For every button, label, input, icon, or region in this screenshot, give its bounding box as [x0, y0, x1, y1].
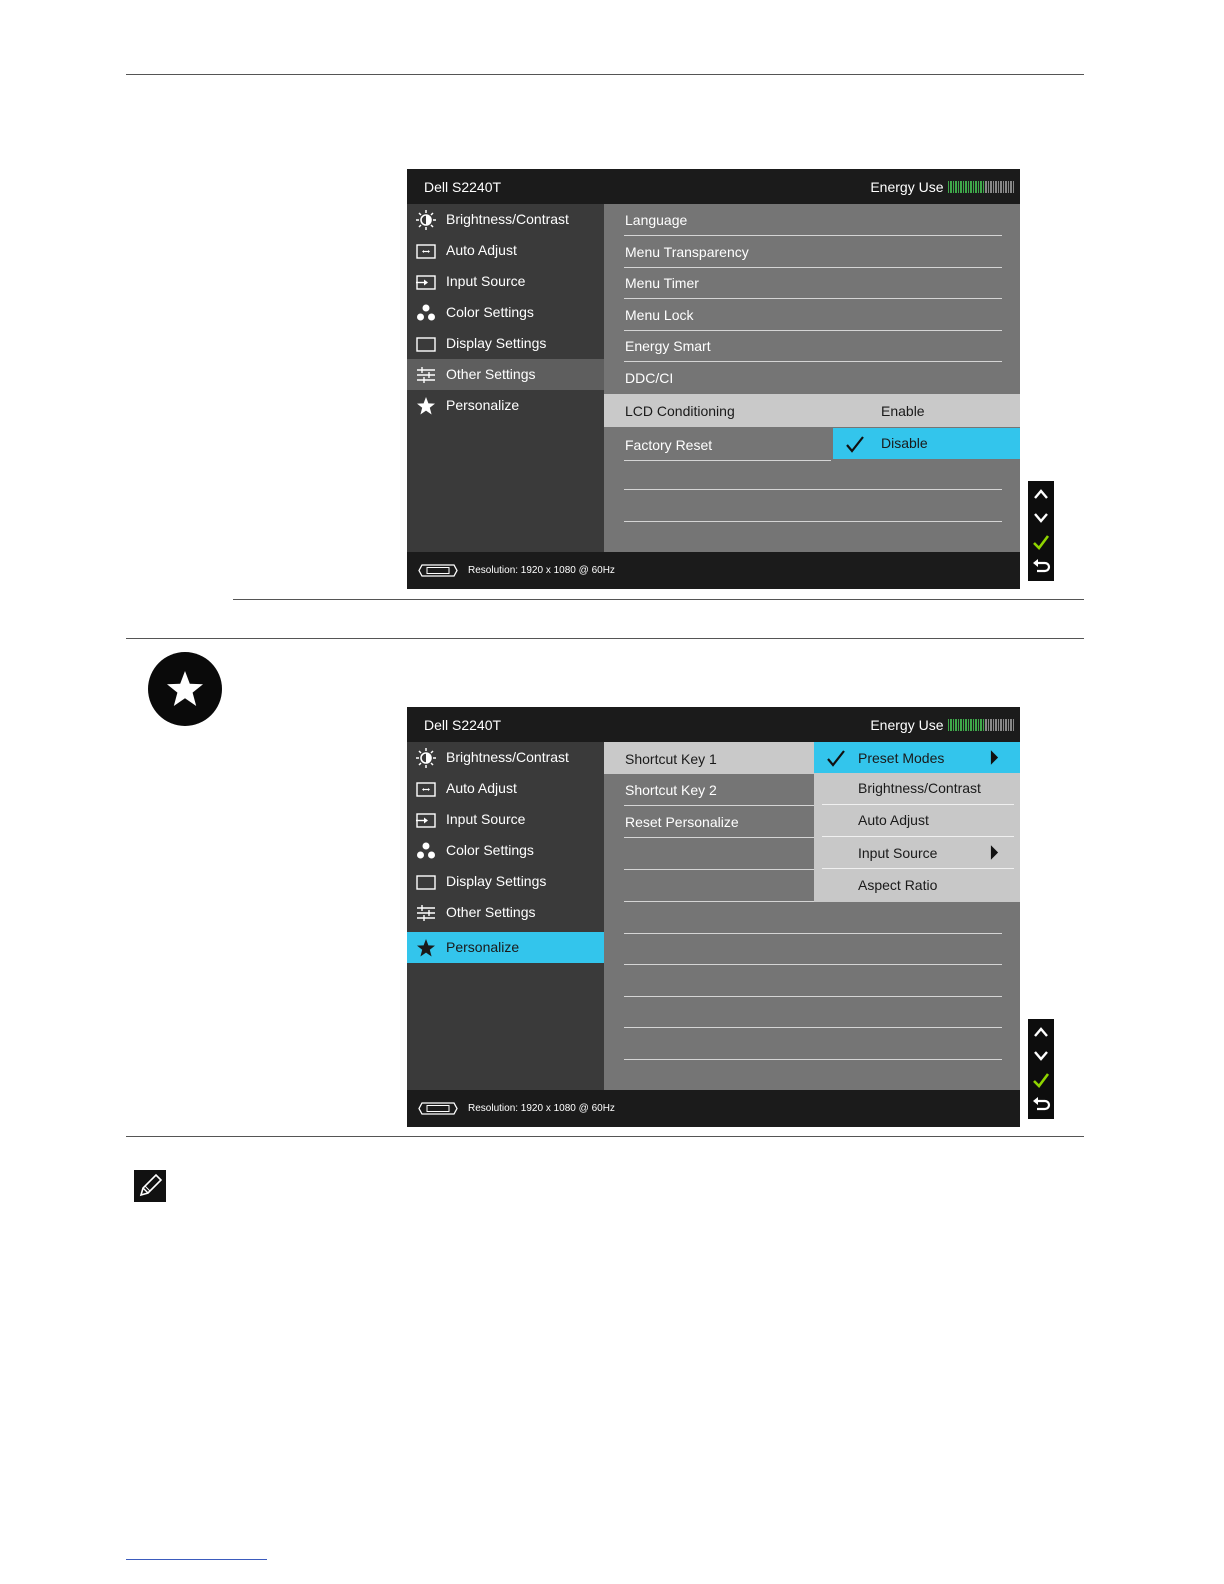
menu-item-display-settings[interactable] — [407, 328, 604, 359]
input-source-icon — [416, 810, 436, 830]
menu-item-display-settings[interactable] — [407, 866, 604, 897]
option-label: Aspect Ratio — [858, 877, 938, 893]
footer-link-rule — [126, 1559, 267, 1560]
energy-bars-icon — [948, 719, 1015, 731]
submenu-empty-row — [624, 933, 1002, 965]
option-label: Input Source — [858, 845, 938, 861]
submenu-label: DDC/CI — [625, 370, 674, 386]
submenu-arrow-icon — [990, 845, 999, 860]
submenu-label: Reset Personalize — [625, 814, 739, 830]
menu-item-label: Personalize — [446, 939, 520, 955]
submenu-label: Factory Reset — [625, 437, 713, 453]
top-rule — [126, 74, 1084, 75]
auto-adjust-icon — [416, 779, 436, 799]
submenu-label: Shortcut Key 2 — [625, 782, 717, 798]
energy-use-label: Energy Use — [870, 717, 944, 733]
submenu-label: Shortcut Key 1 — [625, 751, 717, 767]
other-settings-icon — [416, 903, 436, 923]
menu-item-label: Other Settings — [446, 904, 536, 920]
submenu-label: Menu Timer — [625, 275, 699, 291]
option-brightness-contrast[interactable] — [822, 773, 1014, 805]
menu-item-label: Display Settings — [446, 335, 547, 351]
menu-item-personalize[interactable] — [407, 932, 604, 963]
down-arrow-icon[interactable] — [1031, 508, 1051, 528]
resolution-text: Resolution: 1920 x 1080 @ 60Hz — [468, 1103, 615, 1114]
vga-connector-icon — [417, 563, 459, 578]
color-settings-icon — [416, 841, 436, 861]
vga-connector-icon — [417, 1101, 459, 1116]
submenu-item-shortcut-key-2[interactable] — [624, 774, 814, 806]
option-input-source[interactable] — [822, 837, 1014, 869]
osd-title-bar — [407, 707, 1020, 742]
menu-item-personalize[interactable] — [407, 390, 604, 421]
menu-item-label: Auto Adjust — [446, 242, 517, 258]
option-auto-adjust[interactable] — [822, 805, 1014, 837]
energy-use-label: Energy Use — [870, 179, 944, 195]
option-label: Brightness/Contrast — [858, 780, 981, 796]
submenu-panel — [604, 204, 1020, 552]
submenu-item-factory-reset[interactable] — [624, 429, 831, 461]
color-settings-icon — [416, 303, 436, 323]
star-icon — [416, 938, 436, 958]
section-rule — [126, 638, 1084, 639]
model-name: Dell S2240T — [424, 717, 502, 733]
submenu-item-language[interactable] — [624, 204, 1002, 236]
brightness-icon — [416, 210, 436, 230]
osd-footer — [407, 552, 1020, 589]
submenu-label: LCD Conditioning — [625, 403, 735, 419]
submenu-empty-row — [624, 491, 1002, 522]
menu-item-label: Personalize — [446, 397, 520, 413]
menu-item-other-settings[interactable] — [407, 897, 604, 928]
note-pencil-icon — [134, 1170, 166, 1202]
menu-item-other-settings[interactable] — [407, 359, 604, 390]
submenu-item-reset-personalize[interactable] — [624, 806, 814, 838]
personalize-badge — [148, 652, 222, 726]
option-label: Preset Modes — [858, 750, 945, 766]
option-label: Disable — [881, 435, 928, 451]
display-settings-icon — [416, 334, 436, 354]
energy-bars-icon — [948, 181, 1015, 193]
brightness-icon — [416, 748, 436, 768]
menu-item-label: Input Source — [446, 811, 526, 827]
osd-footer — [407, 1090, 1020, 1127]
menu-item-brightness-contrast[interactable] — [407, 742, 604, 773]
confirm-check-icon[interactable] — [1031, 1070, 1051, 1090]
submenu-panel — [604, 742, 1020, 1090]
back-arrow-icon[interactable] — [1031, 556, 1051, 576]
submenu-label: Energy Smart — [625, 338, 711, 354]
model-name: Dell S2240T — [424, 179, 502, 195]
submenu-empty-row — [624, 870, 814, 902]
checkmark-icon — [826, 748, 846, 768]
option-aspect-ratio[interactable] — [822, 869, 1014, 900]
menu-item-label: Input Source — [446, 273, 526, 289]
option-preset-modes-selected[interactable] — [814, 742, 1020, 773]
submenu-item-menu-lock[interactable] — [624, 299, 1002, 331]
submenu-item-ddc-ci[interactable] — [624, 362, 1002, 393]
menu-item-label: Color Settings — [446, 842, 534, 858]
osd-nav-buttons — [1028, 1019, 1054, 1119]
section-rule — [233, 599, 1084, 600]
section-rule — [126, 1136, 1084, 1137]
menu-item-brightness-contrast[interactable] — [407, 204, 604, 235]
submenu-empty-row — [624, 965, 1002, 997]
option-enable[interactable]: Enable — [881, 403, 925, 419]
submenu-label: Menu Transparency — [625, 244, 749, 260]
submenu-label: Language — [625, 212, 688, 228]
option-label: Auto Adjust — [858, 812, 929, 828]
menu-item-label: Brightness/Contrast — [446, 749, 569, 765]
osd-menu-other-settings — [407, 169, 1020, 589]
menu-item-label: Display Settings — [446, 873, 547, 889]
star-icon — [416, 396, 436, 416]
osd-menu-personalize — [407, 707, 1020, 1127]
submenu-item-lcd-conditioning[interactable] — [604, 394, 1020, 427]
osd-nav-buttons — [1028, 481, 1054, 581]
input-source-icon — [416, 272, 436, 292]
submenu-item-menu-timer[interactable] — [624, 267, 1002, 299]
submenu-item-menu-transparency[interactable] — [624, 236, 1002, 268]
auto-adjust-icon — [416, 241, 436, 261]
shortcut-options-list — [814, 742, 1020, 902]
menu-item-input-source[interactable] — [407, 266, 604, 297]
confirm-check-icon[interactable] — [1031, 532, 1051, 552]
main-menu — [407, 742, 604, 1090]
menu-item-label: Brightness/Contrast — [446, 211, 569, 227]
submenu-empty-row — [624, 996, 1002, 1028]
submenu-empty-row — [624, 460, 1002, 490]
up-arrow-icon[interactable] — [1031, 484, 1051, 504]
menu-item-color-settings[interactable] — [407, 835, 604, 866]
submenu-item-energy-smart[interactable] — [624, 330, 1002, 362]
osd-title-bar — [407, 169, 1020, 204]
menu-item-input-source[interactable] — [407, 804, 604, 835]
up-arrow-icon[interactable] — [1031, 1022, 1051, 1042]
menu-item-label: Color Settings — [446, 304, 534, 320]
submenu-empty-row — [624, 1028, 1002, 1060]
menu-item-auto-adjust[interactable] — [407, 773, 604, 804]
resolution-text: Resolution: 1920 x 1080 @ 60Hz — [468, 565, 615, 576]
submenu-item-shortcut-key-1[interactable] — [604, 742, 814, 774]
menu-item-auto-adjust[interactable] — [407, 235, 604, 266]
display-settings-icon — [416, 872, 436, 892]
checkmark-icon — [845, 434, 865, 454]
submenu-empty-row — [624, 838, 814, 870]
down-arrow-icon[interactable] — [1031, 1046, 1051, 1066]
menu-item-color-settings[interactable] — [407, 297, 604, 328]
main-menu — [407, 204, 604, 552]
other-settings-icon — [416, 365, 436, 385]
menu-item-label: Other Settings — [446, 366, 536, 382]
energy-use-indicator — [870, 717, 1014, 733]
menu-item-label: Auto Adjust — [446, 780, 517, 796]
energy-use-indicator — [870, 179, 1014, 195]
submenu-empty-row — [624, 902, 1002, 934]
submenu-arrow-icon — [990, 750, 999, 765]
submenu-label: Menu Lock — [625, 307, 694, 323]
option-disable-selected[interactable] — [833, 428, 1020, 459]
back-arrow-icon[interactable] — [1031, 1094, 1051, 1114]
star-icon — [165, 669, 205, 709]
